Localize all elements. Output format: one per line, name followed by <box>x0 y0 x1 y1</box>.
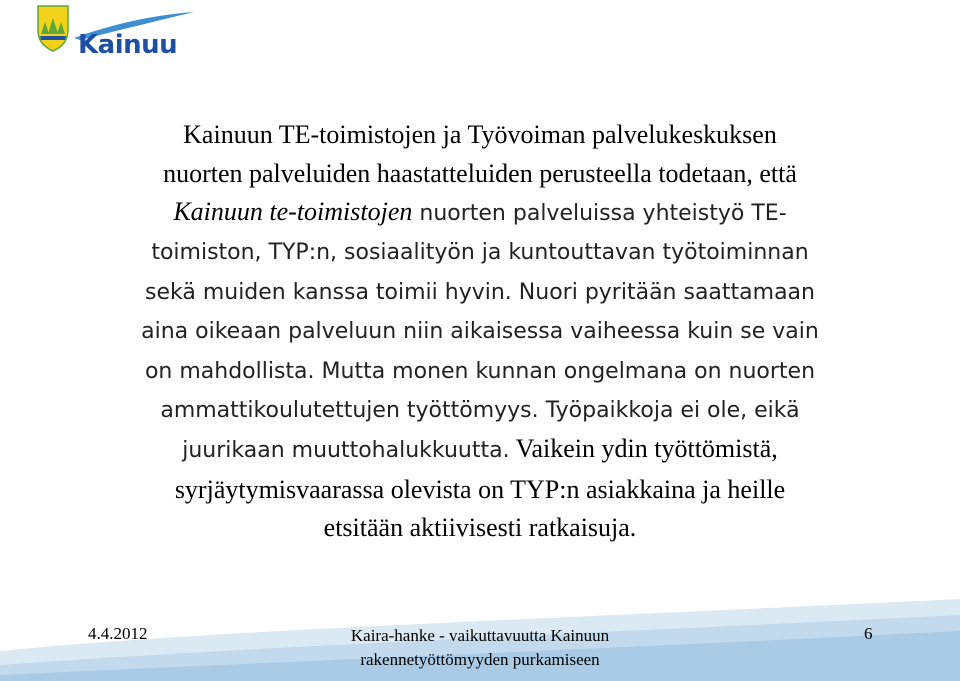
body-line-11: etsitään aktiivisesti ratkaisuja. <box>323 513 637 542</box>
body-line-1: Kainuun TE-toimistojen ja Työvoiman palvelukeskuksen <box>183 120 777 149</box>
body-line-7-b: Mutta monen kunnan ongelmana on nuorten <box>314 359 816 384</box>
slide-body-text <box>92 116 868 548</box>
body-line-9 <box>92 430 868 471</box>
footer-date: 4.4.2012 <box>88 624 148 643</box>
body-line-8: ammattikoulutettujen työttömyys. Työpaikkoja ei ole, eikä <box>160 397 800 423</box>
kainuu-logo <box>36 4 196 74</box>
coat-of-arms-icon <box>36 4 70 52</box>
body-line-9-b: Vaikein ydin työttömistä, <box>509 434 778 463</box>
body-line-5-a: sekä muiden kanssa toimii hyvin. <box>145 280 512 305</box>
page-number: 6 <box>864 624 873 643</box>
logo-text: Kainuu <box>78 30 178 60</box>
slide-footer <box>0 620 960 670</box>
body-line-3 <box>92 193 868 234</box>
footer-title-line-1: Kaira-hanke - vaikuttavuutta Kainuun <box>350 626 610 645</box>
body-line-4: toimiston, TYP:n, sosiaalityön ja kuntouttavan työtoiminnan <box>151 239 809 265</box>
body-line-5-b: Nuori pyritään saattamaan <box>511 280 815 305</box>
body-line-3-italic: Kainuun te-toimistojen <box>173 197 413 226</box>
body-line-6: aina oikeaan palveluun niin aikaisessa vaiheessa kuin se vain <box>141 318 819 344</box>
body-line-2: nuorten palveluiden haastatteluiden perusteella todetaan, että <box>163 158 797 188</box>
footer-title-line-2: rakennetyöttömyyden purkamiseen <box>360 650 600 669</box>
body-line-9-a: juurikaan muuttohalukkuutta. <box>182 438 510 463</box>
body-line-7-a: on mahdollista. <box>144 359 315 384</box>
footer-title <box>300 624 660 672</box>
body-line-10: syrjäytymisvaarassa olevista on TYP:n asiakkaina ja heille <box>174 474 786 504</box>
body-line-3-rest: nuorten palveluissa yhteistyö TE- <box>412 201 787 226</box>
body-line-5 <box>92 272 868 313</box>
body-line-7 <box>92 351 868 392</box>
